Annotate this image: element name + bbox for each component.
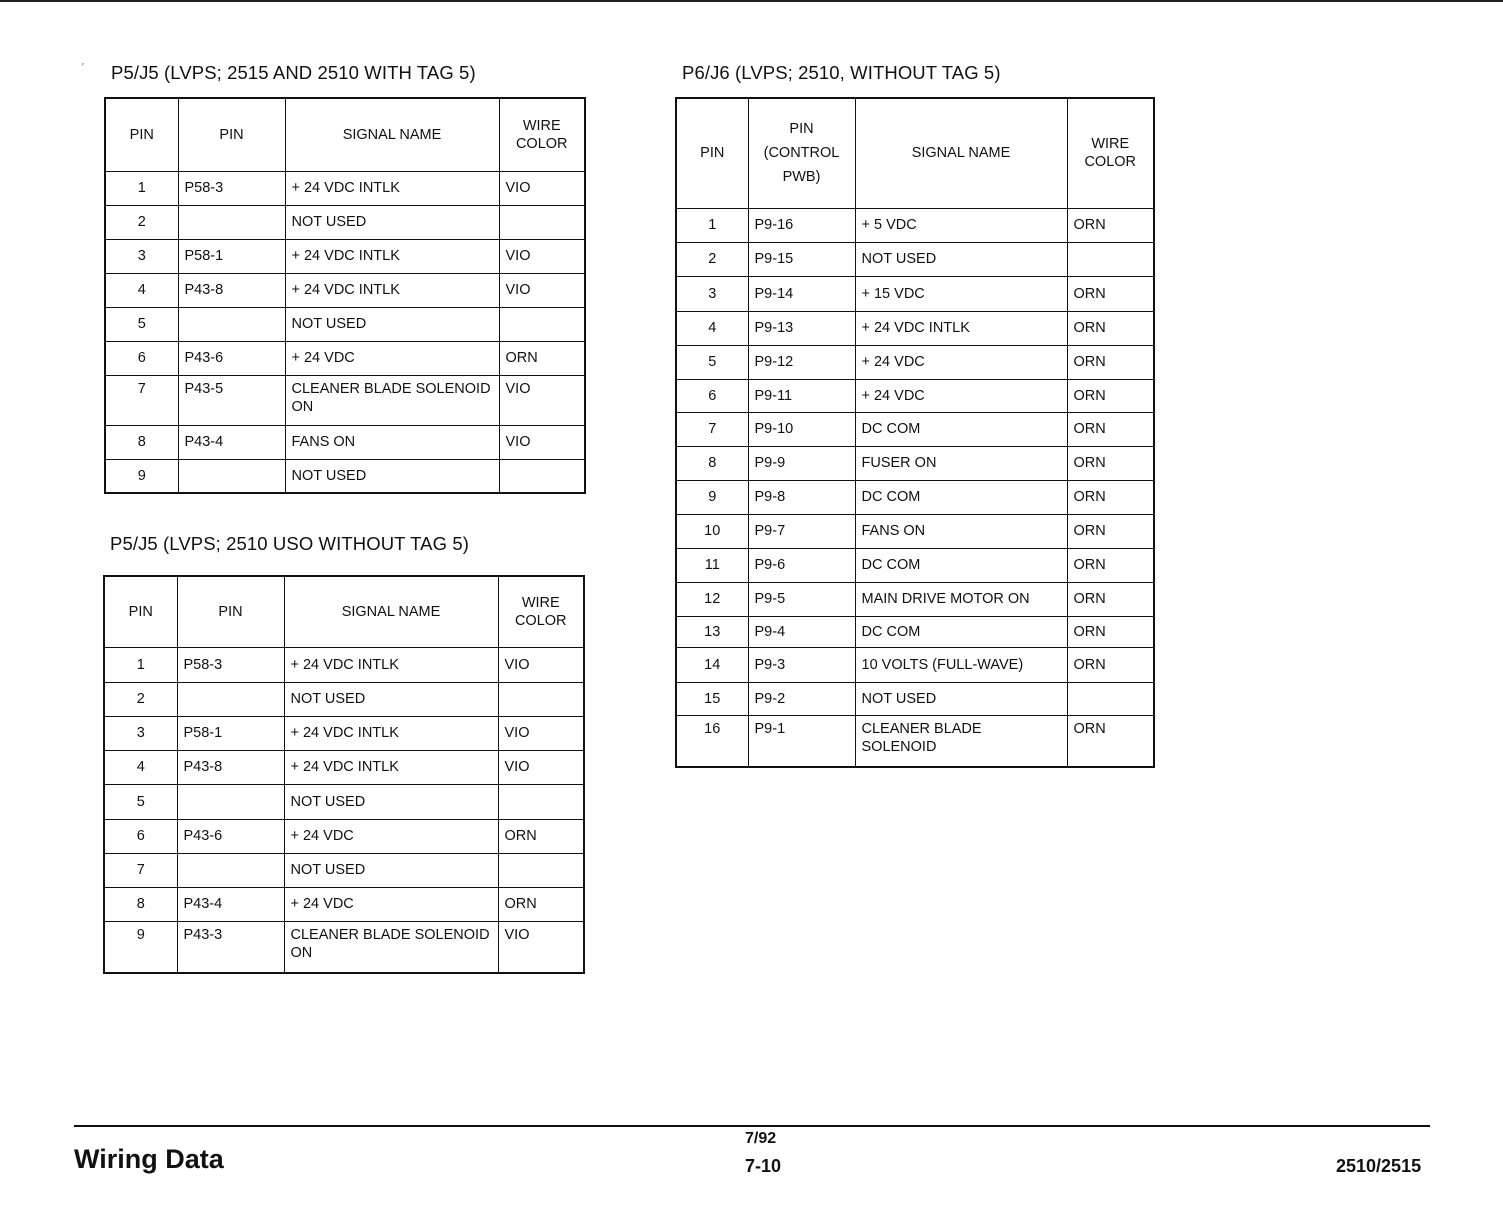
col-header-pin: PIN	[104, 576, 177, 647]
wire-color-cell: ORN	[1067, 715, 1154, 767]
connector-pin-cell: P9-4	[748, 616, 855, 647]
table-b-body	[104, 647, 584, 973]
connector-pin-cell: P9-3	[748, 647, 855, 682]
pin-cell: 4	[104, 750, 177, 784]
table-row	[105, 425, 585, 459]
connector-pin-cell: P9-9	[748, 446, 855, 480]
pin-cell: 6	[676, 379, 748, 412]
table-row	[105, 205, 585, 239]
table-row	[105, 375, 585, 425]
signal-name-cell: NOT USED	[284, 682, 498, 716]
wire-color-cell: VIO	[499, 273, 585, 307]
table-b-title: P5/J5 (LVPS; 2510 USO WITHOUT TAG 5)	[110, 533, 469, 554]
pin-cell: 16	[676, 715, 748, 767]
pin-cell: 14	[676, 647, 748, 682]
table-row	[676, 208, 1154, 242]
table-row	[676, 514, 1154, 548]
connector-pin-cell	[177, 682, 284, 716]
col-header-pin: PIN	[178, 98, 285, 171]
table-a-title: P5/J5 (LVPS; 2515 AND 2510 WITH TAG 5)	[111, 62, 476, 83]
footer-model: 2510/2515	[1336, 1156, 1422, 1176]
signal-name-cell: CLEANER BLADE SOLENOID ON	[285, 375, 499, 425]
connector-pin-cell: P58-1	[177, 716, 284, 750]
col-header-signal-name: SIGNAL NAME	[855, 98, 1067, 208]
pin-cell: 8	[104, 887, 177, 921]
pin-cell: 3	[676, 276, 748, 311]
signal-name-cell: + 24 VDC INTLK	[855, 311, 1067, 345]
wire-color-cell: ORN	[1067, 514, 1154, 548]
connector-pin-cell: P58-1	[178, 239, 285, 273]
table-c-title: P6/J6 (LVPS; 2510, WITHOUT TAG 5)	[682, 62, 1001, 83]
connector-pin-cell: P43-4	[178, 425, 285, 459]
signal-name-cell: FANS ON	[285, 425, 499, 459]
table-row	[676, 379, 1154, 412]
table-row	[104, 716, 584, 750]
signal-name-cell: + 24 VDC INTLK	[285, 239, 499, 273]
signal-name-cell: + 24 VDC INTLK	[284, 647, 498, 682]
connector-pin-cell	[177, 784, 284, 819]
table-a-header-row	[105, 98, 585, 171]
connector-pin-cell: P58-3	[177, 647, 284, 682]
wire-color-cell: ORN	[498, 887, 584, 921]
table-row	[104, 853, 584, 887]
table-a-body	[105, 171, 585, 493]
pin-cell: 9	[676, 480, 748, 514]
table-row	[676, 616, 1154, 647]
pin-cell: 1	[676, 208, 748, 242]
table-row	[676, 242, 1154, 276]
table-c-header-row	[676, 98, 1154, 208]
table-row	[105, 239, 585, 273]
table-row	[105, 341, 585, 375]
connector-pin-cell: P43-4	[177, 887, 284, 921]
signal-name-cell: CLEANER BLADE SOLENOID	[855, 715, 1067, 767]
table-row	[676, 446, 1154, 480]
wire-color-cell: ORN	[1067, 548, 1154, 582]
signal-name-cell: FUSER ON	[855, 446, 1067, 480]
table-row	[104, 784, 584, 819]
col-header-wire-color: WIRE COLOR	[498, 576, 584, 647]
table-c	[675, 97, 1155, 768]
wire-color-cell	[499, 459, 585, 493]
footer-page-number: 7-10	[745, 1156, 782, 1176]
col-header-pin: PIN	[676, 98, 748, 208]
col-header-pin: PIN	[105, 98, 178, 171]
table-row	[676, 412, 1154, 446]
connector-pin-cell: P9-11	[748, 379, 855, 412]
wire-color-cell: ORN	[1067, 412, 1154, 446]
connector-pin-cell: P43-8	[177, 750, 284, 784]
connector-pin-cell: P9-10	[748, 412, 855, 446]
pin-cell: 8	[676, 446, 748, 480]
wire-color-cell	[498, 682, 584, 716]
wire-color-cell: ORN	[1067, 616, 1154, 647]
pin-cell: 5	[105, 307, 178, 341]
table-row	[676, 311, 1154, 345]
table-row	[676, 480, 1154, 514]
pin-cell: 9	[104, 921, 177, 973]
wire-color-cell: ORN	[499, 341, 585, 375]
pin-cell: 7	[676, 412, 748, 446]
table-row	[104, 647, 584, 682]
wire-color-cell: ORN	[498, 819, 584, 853]
table-row	[105, 307, 585, 341]
pin-cell: 13	[676, 616, 748, 647]
table-row	[676, 647, 1154, 682]
pin-cell: 3	[104, 716, 177, 750]
signal-name-cell: 10 VOLTS (FULL-WAVE)	[855, 647, 1067, 682]
signal-name-cell: + 24 VDC INTLK	[285, 273, 499, 307]
wire-color-cell	[499, 307, 585, 341]
signal-name-cell: + 24 VDC INTLK	[284, 750, 498, 784]
wire-color-cell: ORN	[1067, 208, 1154, 242]
signal-name-cell: + 15 VDC	[855, 276, 1067, 311]
pin-cell: 10	[676, 514, 748, 548]
signal-name-cell: + 24 VDC	[855, 379, 1067, 412]
connector-pin-cell: P9-6	[748, 548, 855, 582]
pin-cell: 5	[104, 784, 177, 819]
table-row	[104, 887, 584, 921]
footer-rule	[74, 1125, 1430, 1127]
table-c-body	[676, 208, 1154, 767]
table-row	[105, 273, 585, 307]
table-row	[104, 819, 584, 853]
wire-color-cell: VIO	[498, 750, 584, 784]
wire-color-cell: VIO	[498, 647, 584, 682]
signal-name-cell: NOT USED	[855, 242, 1067, 276]
signal-name-cell: NOT USED	[285, 459, 499, 493]
signal-name-cell: DC COM	[855, 480, 1067, 514]
connector-pin-cell: P9-12	[748, 345, 855, 379]
col-header-signal-name: SIGNAL NAME	[284, 576, 498, 647]
connector-pin-cell: P9-1	[748, 715, 855, 767]
table-row	[105, 171, 585, 205]
wire-color-cell	[498, 853, 584, 887]
connector-pin-cell: P43-3	[177, 921, 284, 973]
connector-pin-cell: P9-5	[748, 582, 855, 616]
wire-color-cell: ORN	[1067, 480, 1154, 514]
table-row	[104, 750, 584, 784]
wire-color-cell	[1067, 242, 1154, 276]
signal-name-cell: + 24 VDC	[285, 341, 499, 375]
table-row	[676, 715, 1154, 767]
table-row	[676, 682, 1154, 715]
pin-cell: 2	[676, 242, 748, 276]
connector-pin-cell: P43-6	[178, 341, 285, 375]
pin-cell: 2	[105, 205, 178, 239]
signal-name-cell: + 5 VDC	[855, 208, 1067, 242]
connector-pin-cell: P9-14	[748, 276, 855, 311]
col-header-pin: PIN	[177, 576, 284, 647]
wire-color-cell: VIO	[499, 171, 585, 205]
signal-name-cell: DC COM	[855, 616, 1067, 647]
signal-name-cell: + 24 VDC INTLK	[284, 716, 498, 750]
signal-name-cell: DC COM	[855, 548, 1067, 582]
table-row	[104, 682, 584, 716]
signal-name-cell: NOT USED	[855, 682, 1067, 715]
table-row	[676, 582, 1154, 616]
footer-section-title: Wiring Data	[74, 1144, 224, 1174]
wire-color-cell: VIO	[499, 239, 585, 273]
signal-name-cell: CLEANER BLADE SOLENOID ON	[284, 921, 498, 973]
table-a	[104, 97, 586, 494]
signal-name-cell: NOT USED	[285, 307, 499, 341]
wire-color-cell: ORN	[1067, 276, 1154, 311]
pin-cell: 4	[105, 273, 178, 307]
pin-cell: 8	[105, 425, 178, 459]
col-header-signal-name: SIGNAL NAME	[285, 98, 499, 171]
wire-color-cell: ORN	[1067, 345, 1154, 379]
scan-mark: ′	[82, 62, 84, 73]
wire-color-cell	[499, 205, 585, 239]
signal-name-cell: NOT USED	[284, 853, 498, 887]
pin-cell: 7	[104, 853, 177, 887]
wire-color-cell: VIO	[499, 375, 585, 425]
connector-pin-cell: P9-13	[748, 311, 855, 345]
signal-name-cell: MAIN DRIVE MOTOR ON	[855, 582, 1067, 616]
pin-cell: 6	[105, 341, 178, 375]
table-row	[676, 276, 1154, 311]
pin-cell: 3	[105, 239, 178, 273]
connector-pin-cell: P58-3	[178, 171, 285, 205]
wire-color-cell	[1067, 682, 1154, 715]
signal-name-cell: + 24 VDC	[284, 887, 498, 921]
table-b-header-row	[104, 576, 584, 647]
connector-pin-cell	[178, 205, 285, 239]
connector-pin-cell: P9-8	[748, 480, 855, 514]
table-row	[104, 921, 584, 973]
wire-color-cell: ORN	[1067, 379, 1154, 412]
pin-cell: 11	[676, 548, 748, 582]
table-row	[105, 459, 585, 493]
signal-name-cell: + 24 VDC	[284, 819, 498, 853]
connector-pin-cell	[178, 459, 285, 493]
wire-color-cell: VIO	[498, 716, 584, 750]
wire-color-cell: VIO	[498, 921, 584, 973]
pin-cell: 1	[105, 171, 178, 205]
signal-name-cell: FANS ON	[855, 514, 1067, 548]
signal-name-cell: NOT USED	[284, 784, 498, 819]
wire-color-cell: ORN	[1067, 311, 1154, 345]
col-header-wire-color: WIRE COLOR	[1067, 98, 1154, 208]
connector-pin-cell: P43-6	[177, 819, 284, 853]
connector-pin-cell: P9-7	[748, 514, 855, 548]
pin-cell: 5	[676, 345, 748, 379]
signal-name-cell: + 24 VDC	[855, 345, 1067, 379]
col-header-pin-control-pwb: PIN (CONTROL PWB)	[748, 98, 855, 208]
connector-pin-cell: P43-8	[178, 273, 285, 307]
connector-pin-cell: P43-5	[178, 375, 285, 425]
signal-name-cell: DC COM	[855, 412, 1067, 446]
col-header-wire-color: WIRE COLOR	[499, 98, 585, 171]
table-row	[676, 548, 1154, 582]
signal-name-cell: + 24 VDC INTLK	[285, 171, 499, 205]
pin-cell: 12	[676, 582, 748, 616]
pin-cell: 7	[105, 375, 178, 425]
pin-cell: 4	[676, 311, 748, 345]
signal-name-cell: NOT USED	[285, 205, 499, 239]
top-border-rule	[0, 0, 1503, 2]
pin-cell: 6	[104, 819, 177, 853]
table-b	[103, 575, 585, 974]
connector-pin-cell: P9-16	[748, 208, 855, 242]
wire-color-cell: VIO	[499, 425, 585, 459]
pin-cell: 9	[105, 459, 178, 493]
connector-pin-cell: P9-15	[748, 242, 855, 276]
wire-color-cell: ORN	[1067, 647, 1154, 682]
pin-cell: 15	[676, 682, 748, 715]
connector-pin-cell	[177, 853, 284, 887]
connector-pin-cell	[178, 307, 285, 341]
footer-date: 7/92	[745, 1130, 777, 1147]
connector-pin-cell: P9-2	[748, 682, 855, 715]
wire-color-cell: ORN	[1067, 582, 1154, 616]
wire-color-cell	[498, 784, 584, 819]
pin-cell: 1	[104, 647, 177, 682]
table-row	[676, 345, 1154, 379]
wire-color-cell: ORN	[1067, 446, 1154, 480]
pin-cell: 2	[104, 682, 177, 716]
